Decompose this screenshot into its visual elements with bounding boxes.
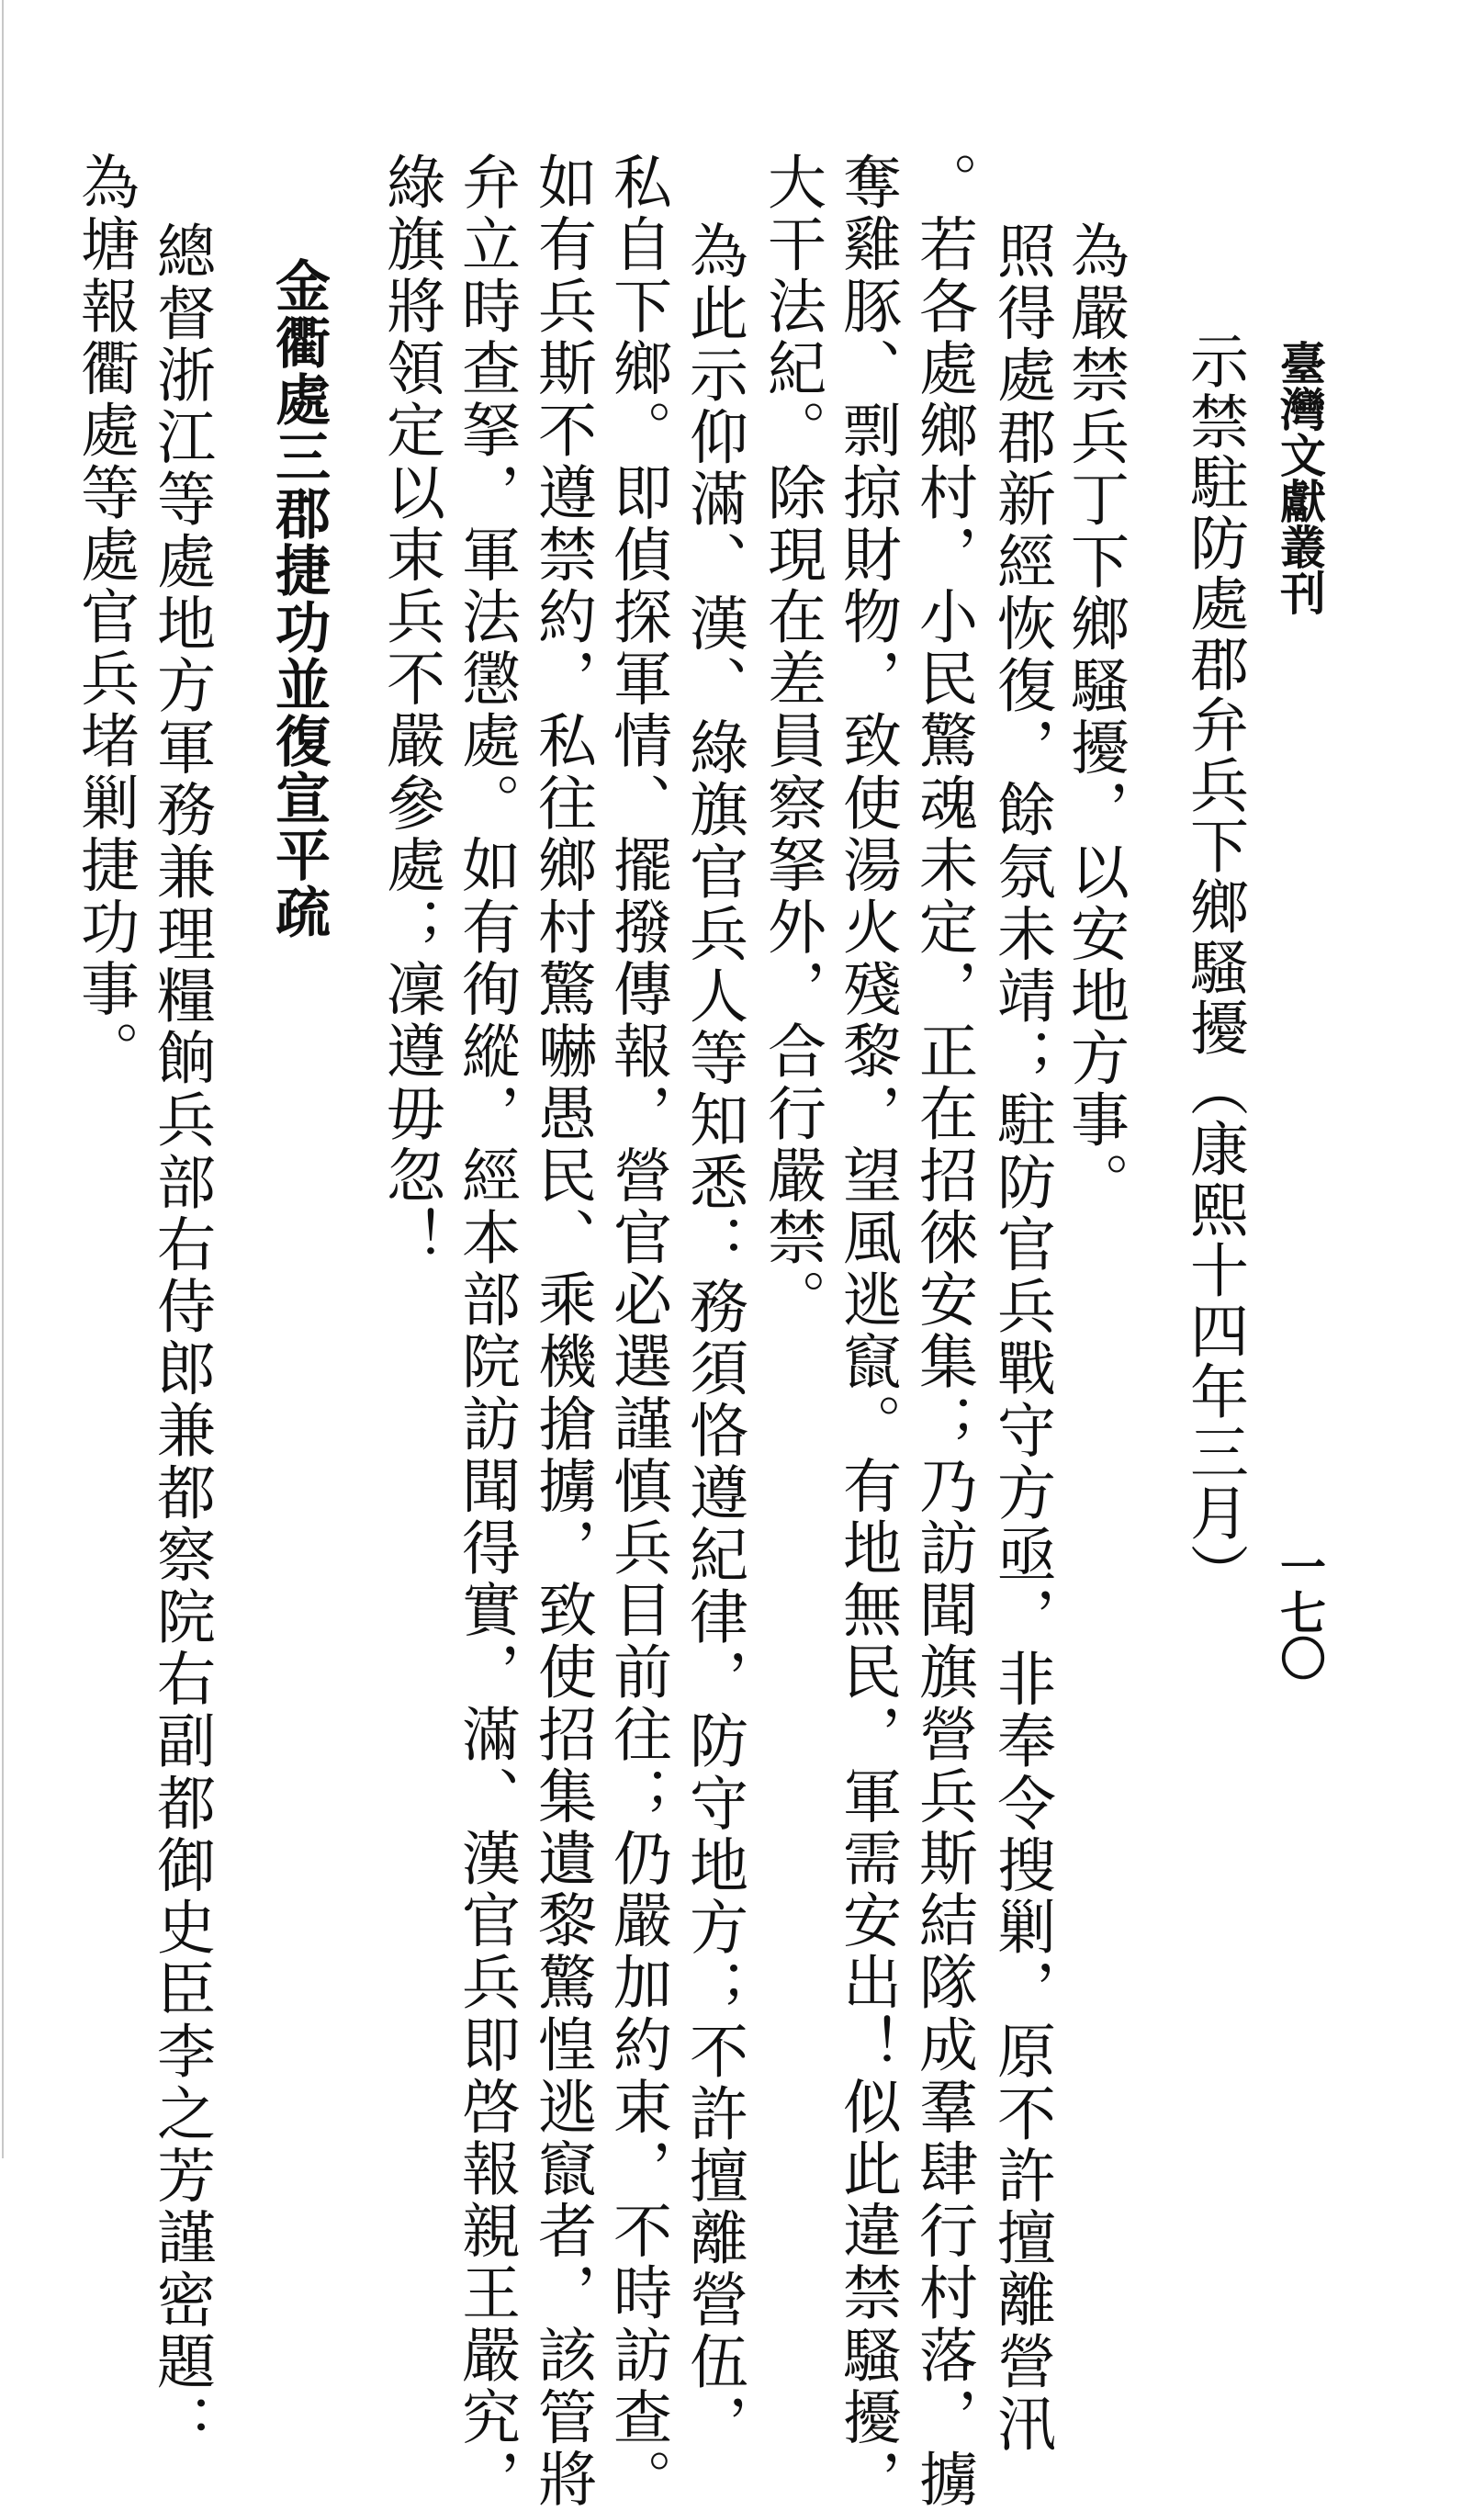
proclamation-line-8: 如有兵斯不遵禁約，私往鄉村驚嚇愚民、乘機搶擄，致使招集遺黎驚惶逃竄者，該管將 xyxy=(528,152,596,2511)
proclamation-line-4: 奪雞豚、剽掠財物，致使湯火殘黎，望風逃竄。有地無民，軍需安出！似此違禁騷擾， xyxy=(833,152,901,2511)
proclamation-line-2: 照得處郡新經恢復，餘氛未靖；駐防官兵戰守方亟，非奉令搜剿，原不許擅離營汛 xyxy=(987,220,1055,2456)
proclamation-line-1: 為嚴禁兵丁下鄉騷擾，以安地方事。 xyxy=(1061,220,1129,1214)
proclamation-line-10: 綠旗將領定以束兵不嚴參處；凜遵毋忽！ xyxy=(377,152,444,1269)
proclamation-line-5: 大干法紀。除現在差員察拏外，合行嚴禁。 xyxy=(758,152,826,1332)
proclamation-line-7: 私自下鄉。即偵探軍情、擺撥傳報，營官必選謹慎兵目前往；仍嚴加約束，不時訪查。 xyxy=(603,152,671,2511)
memorial-line-1: 總督浙江等處地方軍務兼理糧餉兵部右侍郎兼都察院右副都御史臣李之芳謹密題： xyxy=(147,220,215,2456)
proclamation-line-3: 。若各處鄉村，小民驚魂未定，正在招徠安集；乃訪聞旗營兵斯結隊成羣肆行村落，擄 xyxy=(909,152,977,2511)
proclamation-title: 示禁駐防處郡弁兵下鄉騷擾（康熙十四年三月） xyxy=(1180,331,1248,1604)
proclamation-line-6: 為此示仰滿、漢、綠旗官兵人等知悉：務須恪遵紀律，防守地方；不許擅離營伍， xyxy=(680,220,748,2456)
memorial-line-2: 為塘報衢處等處官兵堵剿捷功事。 xyxy=(71,152,139,1083)
page-edge-line xyxy=(2,0,4,2158)
memorial-title: 金衢處三郡捷功並復宣平疏 xyxy=(266,257,331,940)
running-head: 臺灣文獻叢刊 xyxy=(1273,340,1327,615)
proclamation-line-9: 弁立時查拏，軍法懲處。如有徇縱，經本部院訪聞得實，滿、漢官兵即啓報親王嚴究， xyxy=(452,152,520,2511)
page-number: 一七〇 xyxy=(1273,1543,1327,1681)
